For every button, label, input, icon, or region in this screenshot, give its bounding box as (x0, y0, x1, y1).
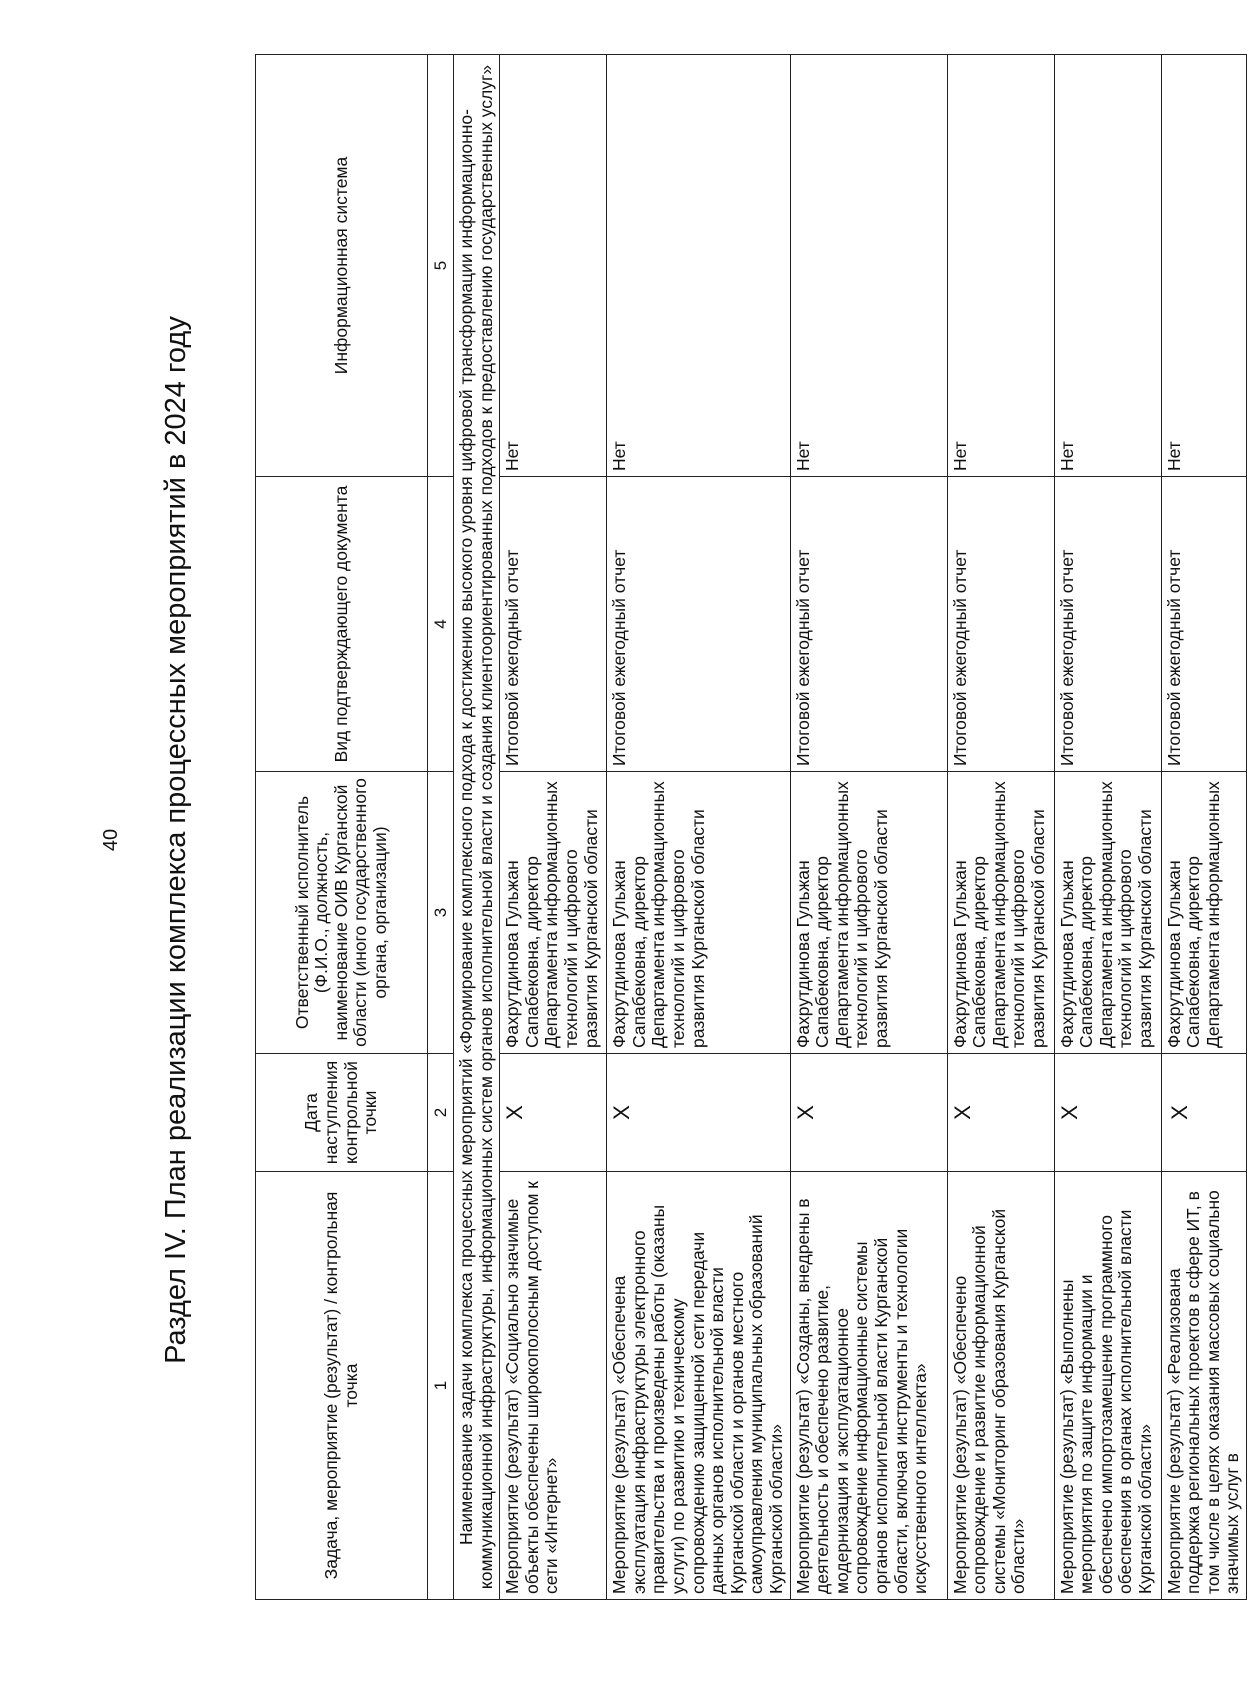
table-row (947, 55, 1054, 1600)
date-cell: X (790, 1054, 947, 1172)
system-cell: Нет (1054, 55, 1161, 477)
date-cell: X (607, 1054, 790, 1172)
column-number: 3 (428, 772, 454, 1054)
responsible-cell: Фахрутдинова Гульжан Сапабековна, директор Департамента информационных технологий и цифрового развития Курганской области (1054, 772, 1161, 1054)
table-row (1054, 55, 1161, 1600)
event-cell: Мероприятие (результат) «Созданы, внедрены в деятельность и обеспечено развитие, модернизация и эксплуатационное сопровождение информационные системы органов исполнительной власти Курганской области, включая инструменты и технологии искусственного интеллекта» (790, 1172, 947, 1600)
document-cell: Итоговой ежегодный отчет (500, 477, 607, 772)
plan-table (255, 54, 1247, 1600)
date-cell: X (1054, 1054, 1161, 1172)
event-cell: Мероприятие (результат) «Социально значимые объекты обеспечены широкополосным доступом к сети «Интернет» (500, 1172, 607, 1600)
header-row (256, 55, 428, 1600)
responsible-cell: Фахрутдинова Гульжан Сапабековна, директор Департамента информационных (1161, 772, 1246, 1054)
responsible-cell: Фахрутдинова Гульжан Сапабековна, директор Департамента информационных технологий и цифрового развития Курганской области (607, 772, 790, 1054)
header-responsible: Ответственный исполнитель (Ф.И.О., должность, наименование ОИВ Курганской области (иного государственного органа, организации) (256, 772, 428, 1054)
column-number: 5 (428, 55, 454, 477)
header-date: Дата наступления контрольной точки (256, 1054, 428, 1172)
document-cell: Итоговой ежегодный отчет (790, 477, 947, 772)
system-cell: Нет (607, 55, 790, 477)
event-cell: Мероприятие (результат) «Обеспечено сопровождение и развитие информационной системы «Мониторинг образования Курганской области» (947, 1172, 1054, 1600)
date-cell: X (1161, 1054, 1246, 1172)
system-cell: Нет (1161, 55, 1246, 477)
date-cell: X (947, 1054, 1054, 1172)
header-system: Информационная система (256, 55, 428, 477)
responsible-cell: Фахрутдинова Гульжан Сапабековна, директор Департамента информационных технологий и цифрового развития Курганской области (947, 772, 1054, 1054)
column-number-row (428, 55, 454, 1600)
table-row (790, 55, 947, 1600)
page-number: 40 (100, 828, 122, 852)
table-row (1161, 55, 1246, 1600)
document-cell: Итоговой ежегодный отчет (1161, 477, 1246, 772)
system-cell: Нет (790, 55, 947, 477)
system-cell: Нет (947, 55, 1054, 477)
event-cell: Мероприятие (результат) «Реализована поддержка региональных проектов в сфере ИТ, в том числе в целях оказания массовых социально значимых услуг в (1161, 1172, 1246, 1600)
table-row (500, 55, 607, 1600)
header-document: Вид подтверждающего документа (256, 477, 428, 772)
rotated-page (40, 30, 1243, 1650)
header-task-event: Задача, мероприятие (результат) / контрольная точка (256, 1172, 428, 1600)
task-name: Наименование задачи комплекса процессных мероприятий «Формирование комплексного подхода к достижению высокого уровня цифровой трансформации информационно-коммуникационной инфраструктуры, информационных систем органов исполнительной власти и создания клиентоориентированных подходов к предоставлению государственных услуг» (454, 55, 500, 1600)
event-cell: Мероприятие (результат) «Выполнены мероприятия по защите информации и обеспечено импортозамещение программного обеспечения в органах исполнительной власти Курганской области» (1054, 1172, 1161, 1600)
responsible-cell: Фахрутдинова Гульжан Сапабековна, директор Департамента информационных технологий и цифрового развития Курганской области (500, 772, 607, 1054)
document-cell: Итоговой ежегодный отчет (607, 477, 790, 772)
document-cell: Итоговой ежегодный отчет (1054, 477, 1161, 772)
responsible-cell: Фахрутдинова Гульжан Сапабековна, директор Департамента информационных технологий и цифрового развития Курганской области (790, 772, 947, 1054)
document-cell: Итоговой ежегодный отчет (947, 477, 1054, 772)
task-row (454, 55, 500, 1600)
table-row (607, 55, 790, 1600)
system-cell: Нет (500, 55, 607, 477)
date-cell: X (500, 1054, 607, 1172)
page-title: Раздел IV. План реализации комплекса процессных мероприятий в 2024 году (160, 316, 192, 1364)
event-cell: Мероприятие (результат) «Обеспечена эксплуатация инфраструктуры электронного правительства и произведены работы (оказаны услуги) по развитию и техническому сопровождению защищенной сети передачи данных органов исполнительной власти Курганской области и органов местного самоуправления муниципальных образований Курганской области» (607, 1172, 790, 1600)
column-number: 1 (428, 1172, 454, 1600)
column-number: 2 (428, 1054, 454, 1172)
column-number: 4 (428, 477, 454, 772)
